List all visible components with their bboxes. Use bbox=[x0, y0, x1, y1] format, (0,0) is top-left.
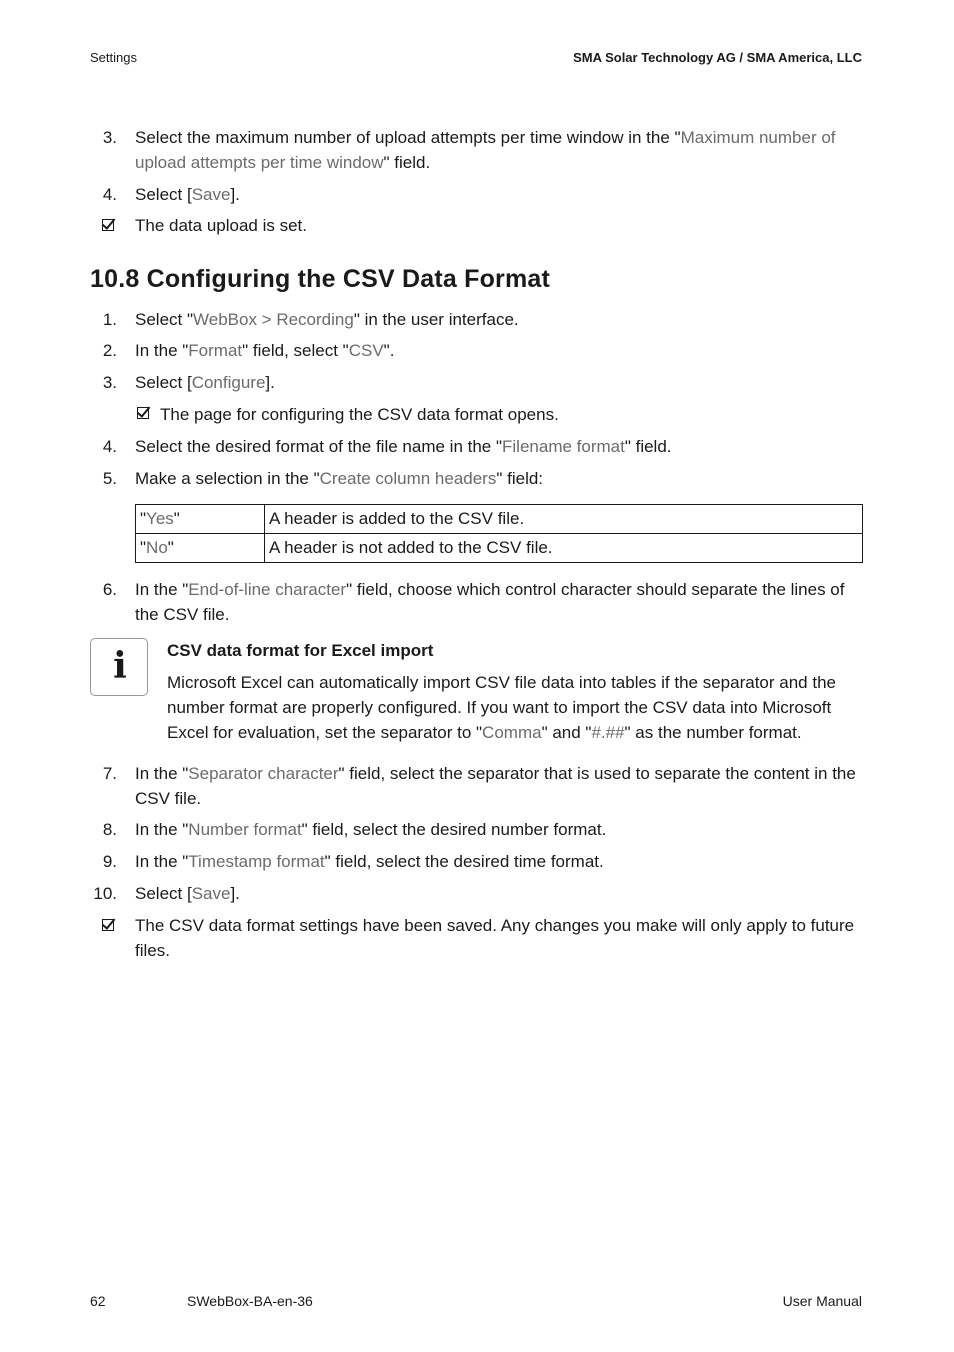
option-cell: "Yes" bbox=[136, 505, 265, 534]
ui-term: CSV bbox=[348, 341, 384, 360]
footer-doc-id: SWebBox-BA-en-36 bbox=[187, 1293, 313, 1309]
ui-term: Save bbox=[191, 884, 231, 903]
info-body: Microsoft Excel can automatically import CSV file data into tables if the separator and the number format are properly configured. If you want to import the CSV data into Microsoft Excel for evaluation, set the separator to "Comma" and "#.##" as the number format. bbox=[167, 673, 836, 742]
ui-term: Filename format bbox=[502, 437, 625, 456]
step-text: Select [Configure]. bbox=[135, 373, 275, 392]
step-text: Make a selection in the "Create column headers" field: bbox=[135, 469, 544, 488]
info-icon bbox=[90, 638, 148, 696]
step-text: Select [Save]. bbox=[135, 884, 240, 903]
info-title: CSV data format for Excel import bbox=[167, 641, 434, 660]
ui-term: Separator character bbox=[188, 764, 339, 783]
table-row bbox=[136, 534, 863, 563]
step-number: 6. bbox=[102, 580, 117, 599]
step-number: 10. bbox=[93, 884, 117, 903]
ui-term: Save bbox=[191, 185, 231, 204]
step-number: 3. bbox=[102, 128, 117, 147]
ui-term: Maximum number of upload attempts per time window bbox=[135, 128, 836, 172]
header-company: SMA Solar Technology AG / SMA America, LLC bbox=[573, 50, 862, 65]
step-number: 8. bbox=[102, 820, 117, 839]
result-text: The page for configuring the CSV data format opens. bbox=[160, 405, 559, 424]
ui-term: Comma bbox=[482, 723, 542, 742]
step-number: 2. bbox=[102, 341, 117, 360]
step-number: 9. bbox=[102, 852, 117, 871]
step-text: In the "Timestamp format" field, select the desired time format. bbox=[135, 852, 604, 871]
step-number: 7. bbox=[102, 764, 117, 783]
result-text: The CSV data format settings have been saved. Any changes you make will only apply to future files. bbox=[135, 916, 855, 960]
ui-term: Create column headers bbox=[319, 469, 497, 488]
step-number: 1. bbox=[102, 310, 117, 329]
step-text: Select the desired format of the file name in the "Filename format" field. bbox=[135, 437, 672, 456]
step-text: In the "Number format" field, select the desired number format. bbox=[135, 820, 607, 839]
checkbox-checked-icon bbox=[102, 919, 114, 931]
step-number: 4. bbox=[102, 185, 117, 204]
ui-term: WebBox > Recording bbox=[193, 310, 354, 329]
step-number: 3. bbox=[102, 373, 117, 392]
step-text: In the "Format" field, select "CSV". bbox=[135, 341, 395, 360]
step-text: In the "Separator character" field, select the separator that is used to separate the content in the CSV file. bbox=[135, 764, 856, 808]
info-glyph: i bbox=[113, 645, 127, 687]
ui-term: Configure bbox=[191, 373, 266, 392]
description-cell: A header is added to the CSV file. bbox=[265, 505, 863, 534]
step-number: 5. bbox=[102, 469, 117, 488]
step-text: Select [Save]. bbox=[135, 185, 240, 204]
ui-term: #.## bbox=[591, 723, 625, 742]
description-cell: A header is not added to the CSV file. bbox=[265, 534, 863, 563]
section-title: 10.8 Configuring the CSV Data Format bbox=[90, 265, 551, 293]
options-table bbox=[135, 504, 863, 563]
ui-term: Format bbox=[188, 341, 243, 360]
header-section: Settings bbox=[90, 50, 137, 65]
checkbox-checked-icon bbox=[137, 407, 149, 419]
table-row bbox=[136, 505, 863, 534]
step-number: 4. bbox=[102, 437, 117, 456]
footer-page-number: 62 bbox=[90, 1293, 106, 1309]
ui-term: Timestamp format bbox=[188, 852, 325, 871]
option-cell: "No" bbox=[136, 534, 265, 563]
ui-term: End-of-line character bbox=[188, 580, 347, 599]
ui-term: Number format bbox=[188, 820, 302, 839]
step-text: Select the maximum number of upload attempts per time window in the "Maximum number of upload attempts per time window" field. bbox=[135, 128, 836, 172]
step-text: Select "WebBox > Recording" in the user interface. bbox=[135, 310, 519, 329]
result-text: The data upload is set. bbox=[135, 216, 308, 235]
checkbox-checked-icon bbox=[102, 219, 114, 231]
footer-doc-type: User Manual bbox=[782, 1293, 862, 1309]
step-text: In the "End-of-line character" field, choose which control character should separate the lines of the CSV file. bbox=[135, 580, 845, 624]
